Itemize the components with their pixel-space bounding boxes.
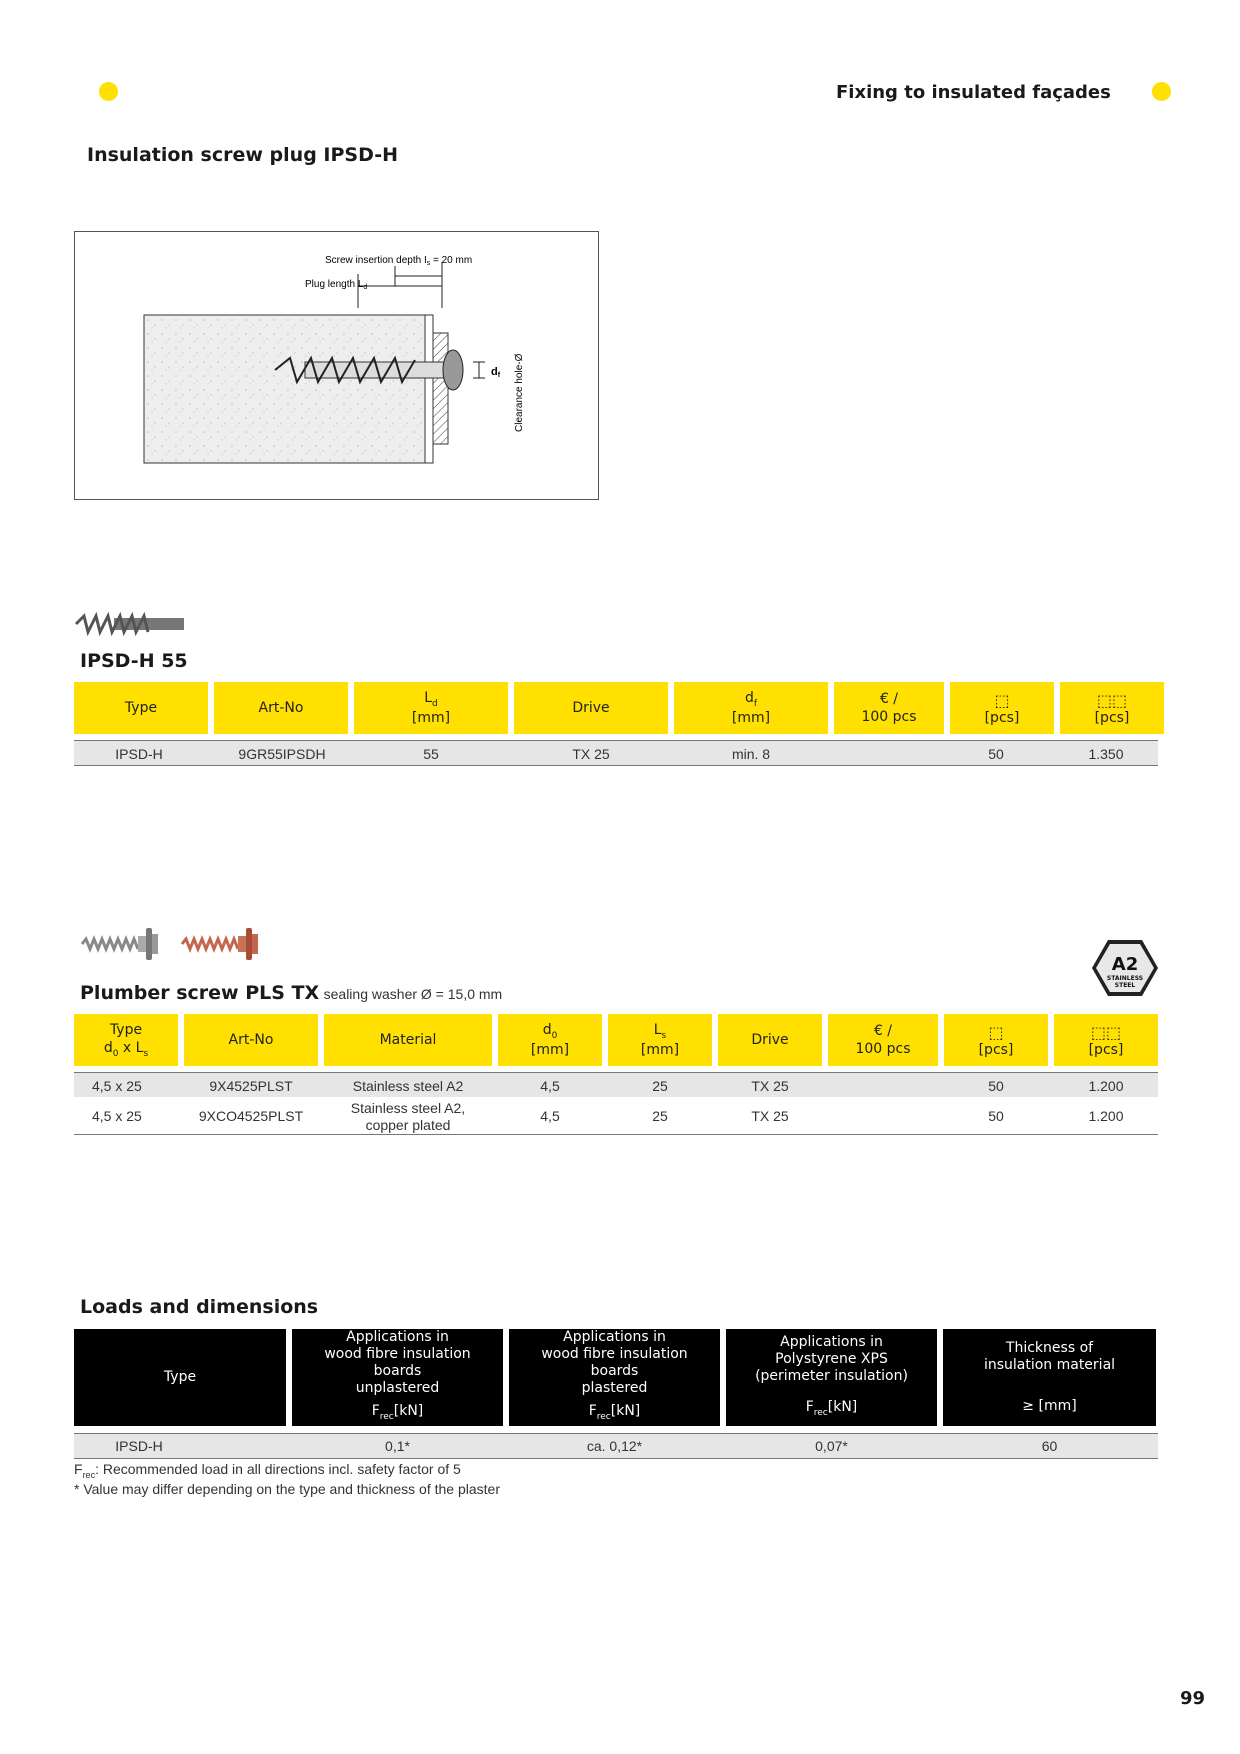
plug-length-label: Plug length $L_d$ — [305, 279, 368, 291]
footnote-frec: $F_{rec}$: Recommended load in all directions incl. safety factor of 5 — [74, 1461, 461, 1480]
col-artno: Art-No — [184, 1014, 318, 1066]
col-pack-large: ⬚⬚ [pcs] — [1054, 1014, 1158, 1066]
col-drive: Drive — [514, 682, 668, 734]
col-type: Type $d_0$ x $L_s$ — [74, 1014, 178, 1066]
ipsd-table-header — [68, 682, 1170, 734]
table-row: IPSD-H 0,1* ca. 0,12* 0,07* 60 — [115, 1438, 1058, 1454]
ipsd-diagram — [74, 231, 599, 500]
yellow-dot-left — [99, 82, 118, 101]
col-pack-large: ⬚⬚ [pcs] — [1060, 682, 1164, 734]
pls-line-bottom — [74, 1134, 1158, 1135]
col-drive: Drive — [718, 1014, 822, 1066]
svg-text:STEEL: STEEL — [1114, 982, 1136, 989]
col-d0: $d_0$ [mm] — [498, 1014, 602, 1066]
box-small-icon: ⬚ — [988, 1022, 1004, 1042]
ipsd-title: Insulation screw plug IPSD-H — [87, 144, 398, 166]
loads-title: Loads and dimensions — [80, 1296, 319, 1318]
depth-label: Screw insertion depth $I_s = 20$ mm — [325, 255, 473, 267]
ipsd-subtitle: IPSD-H 55 — [80, 650, 188, 672]
footnote-plaster: * Value may differ depending on the type and thickness of the plaster — [74, 1481, 500, 1497]
pls-title: Plumber screw PLS TX — [80, 982, 320, 1004]
col-artno: Art-No — [214, 682, 348, 734]
pls-subtitle-note: sealing washer Ø = 15,0 mm — [323, 986, 503, 1002]
screw-silver-image — [80, 926, 162, 962]
col-pack-small: ⬚ [pcs] — [944, 1014, 1048, 1066]
plaster-layer — [425, 315, 433, 463]
col-xps: Applications in Polystyrene XPS (perimeter insulation) $F_{rec}[kN]$ — [726, 1329, 937, 1426]
table-row: IPSD-H 9GR55IPSDH 55 TX 25 min. 8 50 1.350 — [115, 746, 1124, 762]
loads-line-bottom — [74, 1458, 1158, 1459]
svg-text:A2: A2 — [1111, 954, 1139, 975]
box-small-icon: ⬚ — [994, 690, 1010, 710]
col-type: Type — [74, 682, 208, 734]
col-thickness: Thickness of insulation material ≥ [mm] — [943, 1329, 1156, 1426]
df-label: df — [491, 366, 501, 379]
insulation-board — [144, 315, 425, 463]
screw-head — [443, 350, 463, 390]
col-material: Material — [324, 1014, 492, 1066]
plug-product-image — [74, 612, 186, 636]
ipsd-line-bottom — [74, 765, 1158, 766]
box-large-icon: ⬚⬚ — [1096, 690, 1128, 710]
page-number: 99 — [1180, 1688, 1206, 1709]
col-type: Type — [74, 1329, 286, 1426]
col-df: $d_f$ [mm] — [674, 682, 828, 734]
yellow-dot-right — [1152, 82, 1171, 101]
stainless-steel-badge — [1090, 938, 1160, 998]
col-ld: $L_d$ [mm] — [354, 682, 508, 734]
col-price: € / 100 pcs — [828, 1014, 938, 1066]
pls-title-line — [80, 982, 502, 1004]
loads-table-header — [68, 1329, 1162, 1426]
box-large-icon: ⬚⬚ — [1090, 1022, 1122, 1042]
svg-text:STAINLESS: STAINLESS — [1106, 975, 1144, 982]
col-unplastered: Applications in wood fibre insulation boards unplastered $F_{rec}[kN]$ — [292, 1329, 503, 1426]
pls-table-header — [68, 1014, 1164, 1066]
ipsd-diagram-svg — [75, 232, 598, 499]
fixed-part — [433, 333, 448, 444]
section-title: Fixing to insulated façades — [836, 82, 1111, 103]
table-row: 4,5 x 25 9XCO4525PLST Stainless steel A2, copper plated 4,5 25 TX 25 50 1.200 — [92, 1100, 1124, 1133]
col-plastered: Applications in wood fibre insulation boards plastered $F_{rec}[kN]$ — [509, 1329, 720, 1426]
col-ls: $L_s$ [mm] — [608, 1014, 712, 1066]
col-pack-small: ⬚ [pcs] — [950, 682, 1054, 734]
screw-copper-image — [180, 926, 264, 962]
table-row: 4,5 x 25 9X4525PLST Stainless steel A2 4,5 25 TX 25 50 1.200 — [92, 1078, 1124, 1094]
col-price: € / 100 pcs — [834, 682, 944, 734]
clearance-label: Clearance hole-Ø — [514, 353, 525, 432]
